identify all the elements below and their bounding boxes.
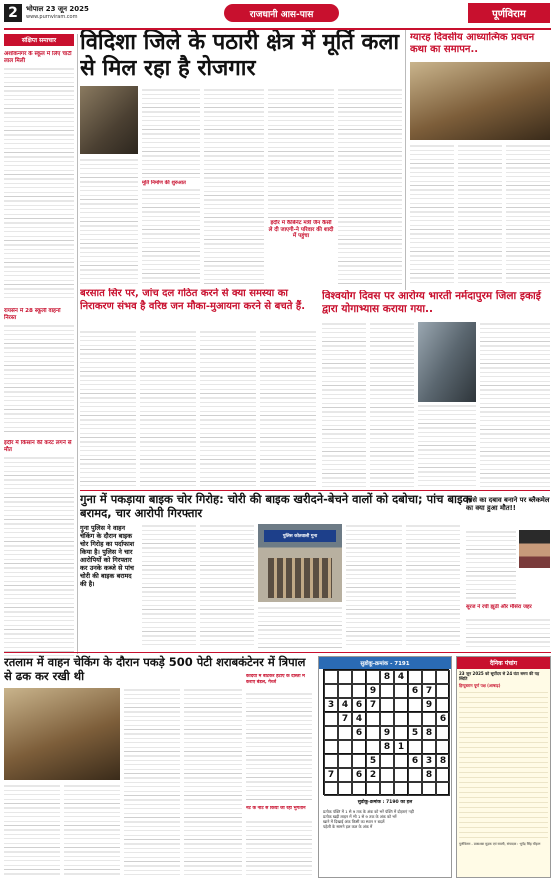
right-top-photo	[410, 62, 550, 140]
sudoku-cell[interactable]	[436, 726, 450, 740]
sudoku-cell[interactable]	[408, 670, 422, 684]
sudoku-cell[interactable]: 6	[352, 768, 366, 782]
sidebar	[4, 34, 74, 654]
sudoku-cell[interactable]	[324, 782, 338, 796]
sudoku-cell[interactable]	[338, 726, 352, 740]
ratlam-box-title-2: नेट के नोट से किया जा रहा भुगतान	[246, 806, 306, 811]
sudoku-cell[interactable]: 8	[422, 726, 436, 740]
panchang-footer: पूर्णविराम - प्रकाशक मुद्रक एवं स्वामी, संपादक : भूपेंद्र सिंह चौहान	[459, 842, 541, 846]
right-top-headline[interactable]: ग्यारह दिवसीय आध्यात्मिक प्रवचन कथा का समापन..	[410, 32, 535, 55]
sudoku-cell[interactable]	[380, 768, 394, 782]
ratlam-box-title: कैदियों में बांटकर हटाए क दोस्ती में कराए बंडल, गेर्थ्ज	[246, 674, 305, 685]
sudoku-cell[interactable]	[436, 698, 450, 712]
guna-body-col4	[346, 524, 402, 648]
sudoku-cell[interactable]	[436, 768, 450, 782]
ratlam-rule	[4, 652, 551, 653]
guna-pullquote: गुना पुलिस ने वाहन चेकिंग के दौरान बाइक चोर गिरोह का पर्दाफाश किया है। पुलिस ने चार आरोपियों को गिरफ्तार कर उनके कब्जे से पांच चोरी की बाइक बरामद की है।	[80, 524, 135, 588]
sudoku-cell[interactable]	[394, 754, 408, 768]
sudoku-cell[interactable]	[436, 670, 450, 684]
news-right-portrait	[519, 530, 550, 568]
news-right-headline[interactable]: सांसे का दबाव बनाने पर ब्लैकमेल का क्या हुआ मौत!!	[466, 496, 550, 513]
ratlam-headline[interactable]: रतलाम में वाहन चेकिंग के दौरान पकड़े 500 पेटी शराबकंटेनर में त्रिपाल से ढक कर रखी थी	[4, 655, 306, 683]
sudoku-cell[interactable]: 7	[422, 684, 436, 698]
lead-body-col5	[338, 88, 402, 286]
sudoku-cell[interactable]	[380, 698, 394, 712]
sudoku-cell[interactable]	[394, 768, 408, 782]
sidebar-item-title[interactable]: अशोकनगर के स्कूल में लिए चार्टी लाल मिली	[4, 51, 72, 64]
sidebar-item-body	[4, 456, 74, 656]
sudoku-cell[interactable]: 6	[408, 684, 422, 698]
ratlam-body-col2	[64, 784, 120, 876]
sudoku-cell[interactable]: 1	[394, 740, 408, 754]
guna-headline[interactable]: गुना में पकड़ाया बाइक चोर गिरोह: चोरी की बाइक खरीदने-बेचने वालों को दबोचा; पांच बाइक बरामद, चार आरोपी गिरफ्तार	[80, 492, 472, 520]
sudoku-cell[interactable]	[338, 768, 352, 782]
sudoku-cell[interactable]	[324, 670, 338, 684]
sudoku-cell[interactable]	[380, 754, 394, 768]
sudoku-cell[interactable]: 3	[422, 754, 436, 768]
police-station-sign-text: पुलिस कोतवाली गुना	[282, 534, 318, 539]
sudoku-cell[interactable]: 6	[408, 754, 422, 768]
yoga-headline[interactable]: विश्वयोग दिवस पर आरोग्य भारती नर्मदापुरम जिला इकाई द्वारा योगाभ्यास कराया गया..	[322, 290, 541, 315]
ratlam-box-body	[246, 692, 312, 802]
sudoku-cell[interactable]	[366, 782, 380, 796]
sudoku-cell[interactable]	[352, 754, 366, 768]
sudoku-cell[interactable]	[394, 782, 408, 796]
news-right-body	[466, 530, 516, 600]
police-station-sign	[264, 530, 336, 542]
sudoku-cell[interactable]	[338, 754, 352, 768]
sudoku-cell[interactable]	[324, 726, 338, 740]
yoga-body-col1	[322, 322, 366, 488]
sudoku-cell[interactable]	[394, 684, 408, 698]
sudoku-cell[interactable]: 5	[408, 726, 422, 740]
sudoku-cell[interactable]: 4	[338, 698, 352, 712]
sudoku-cell[interactable]	[366, 726, 380, 740]
sudoku-cell[interactable]	[436, 782, 450, 796]
sudoku-cell[interactable]	[366, 740, 380, 754]
sudoku-cell[interactable]	[338, 740, 352, 754]
ratlam-photo	[4, 688, 120, 780]
lead-pullquote: इंदौर में कैबिनेट मंत्री जैन कैसी ले दी जाएगी-ने परिवार की शादी में पहुंचा	[268, 220, 334, 239]
sudoku-bottom-title: सुडोकू-क्रमांक : 7190 का हल	[357, 800, 413, 805]
sudoku-cell[interactable]	[436, 740, 450, 754]
website-link[interactable]: www.purnviram.com	[26, 14, 78, 20]
panchang-title: दैनिक पंचांग	[457, 657, 550, 669]
sudoku-cell[interactable]: 8	[436, 754, 450, 768]
guna-body-col5	[406, 524, 460, 648]
panchang-right-title: हिन्दुस्तान पूर्ण पक्ष (आषाढ़)	[459, 683, 501, 688]
sidebar-item-body	[4, 324, 74, 434]
sidebar-divider	[77, 34, 78, 654]
story2-body-col1	[80, 330, 136, 486]
sudoku-cell[interactable]: 9	[422, 698, 436, 712]
sudoku-cell[interactable]: 3	[324, 698, 338, 712]
sudoku-cell[interactable]	[394, 712, 408, 726]
sudoku-cell[interactable]	[408, 698, 422, 712]
sudoku-cell[interactable]	[408, 782, 422, 796]
sudoku-cell[interactable]	[338, 684, 352, 698]
sudoku-cell[interactable]	[408, 740, 422, 754]
guna-photo	[258, 524, 342, 602]
guna-rule	[80, 490, 550, 491]
guna-body-col2	[200, 524, 254, 648]
issue-date: भोपाल 23 जून 2025	[26, 5, 89, 13]
sudoku-cell[interactable]	[422, 712, 436, 726]
sudoku-cell[interactable]: 6	[352, 726, 366, 740]
sudoku-cell[interactable]: 2	[366, 768, 380, 782]
sudoku-cell[interactable]	[422, 782, 436, 796]
sudoku-rule: पहेली के सामने हल कल के अंक में	[323, 824, 373, 829]
sudoku-rule: खाने में दिखाई अंक किसी का स्थान न बदलें	[323, 819, 385, 824]
sudoku-rules	[323, 809, 449, 829]
sidebar-section-label: संक्षिप्त समाचार	[4, 34, 74, 46]
sudoku-cell[interactable]: 7	[324, 768, 338, 782]
lead-subhead: मूर्ति निर्माण की शुरुआत	[142, 180, 186, 186]
story2-headline-visible[interactable]: बरसात सिर पर, जांच दल गठित करने से क्या समस्या का निराकरण संभव है वरिष्ठ जन मौका-मुआयना करने से बचते हैं.	[80, 288, 305, 312]
panchang-panel	[456, 656, 551, 878]
sudoku-cell[interactable]	[338, 782, 352, 796]
guna-photo-people	[268, 558, 332, 598]
sudoku-cell[interactable]	[324, 754, 338, 768]
sudoku-cell[interactable]	[408, 768, 422, 782]
sudoku-rule: प्रत्येक खड़ी लाइन में भी 1 से 9 तक के अंक को भरें	[323, 814, 397, 819]
lead-body-col2b	[142, 188, 200, 286]
story2-body-col4	[260, 330, 316, 486]
sudoku-cell[interactable]: 5	[366, 754, 380, 768]
section-banner	[224, 4, 339, 22]
sudoku-cell[interactable]	[366, 712, 380, 726]
yoga-body-col3	[418, 404, 476, 488]
right-top-body-col1	[410, 144, 454, 284]
panchang-date-line: 23 जून 2025 को सूर्योदय से 24 घंटा समय की यह स्थिति	[459, 671, 540, 681]
sudoku-cell[interactable]	[352, 684, 366, 698]
news-right-subhead: सूरज ने रची झूठी और मौसेरा जहर	[466, 604, 532, 610]
ratlam-body-col4	[184, 688, 242, 876]
sidebar-item-title[interactable]: इंदौर में किसान की करंट लगने से मौत	[4, 440, 72, 453]
sudoku-cell[interactable]	[380, 782, 394, 796]
lead-headline[interactable]: विदिशा जिले के पठारी क्षेत्र में मूर्ति कला से मिल रहा है रोजगार	[80, 30, 400, 81]
sudoku-grid	[323, 669, 449, 795]
yoga-body-col2	[370, 322, 414, 488]
sudoku-cell[interactable]	[394, 726, 408, 740]
sudoku-cell[interactable]: 6	[352, 698, 366, 712]
lead-body-col2	[142, 88, 200, 178]
sudoku-cell[interactable]: 7	[366, 698, 380, 712]
sudoku-cell[interactable]	[366, 670, 380, 684]
lead-photo	[80, 86, 138, 154]
news-right-body2	[466, 618, 550, 648]
sudoku-cell[interactable]	[324, 740, 338, 754]
sidebar-item-body	[4, 67, 74, 302]
ratlam-body-col1	[4, 784, 60, 876]
masthead-left	[4, 4, 234, 28]
ratlam-box-body-2	[246, 820, 312, 876]
right-top-body-col2	[458, 144, 502, 284]
sudoku-title: सुडोकू-क्रमांक - 7191	[319, 657, 451, 669]
sudoku-rule: प्रत्येक पंक्ति में 1 से 9 तक के अंक को भरें पंक्ति में दोहराएं नहीं	[323, 809, 414, 814]
sudoku-cell[interactable]: 6	[436, 712, 450, 726]
sudoku-cell[interactable]: 8	[422, 768, 436, 782]
sudoku-cell[interactable]: 7	[338, 712, 352, 726]
brand-name: पूर्णविराम	[492, 9, 526, 20]
sudoku-cell[interactable]	[408, 712, 422, 726]
page-number: 2	[8, 5, 18, 21]
sudoku-cell[interactable]: 4	[352, 712, 366, 726]
right-top-body-col3	[506, 144, 550, 284]
sudoku-cell[interactable]	[352, 782, 366, 796]
sudoku-cell[interactable]: 8	[380, 740, 394, 754]
yoga-body-col4	[480, 322, 550, 488]
sudoku-panel	[318, 656, 452, 878]
sudoku-cell[interactable]: 4	[394, 670, 408, 684]
sudoku-cell[interactable]	[352, 740, 366, 754]
sudoku-cell[interactable]	[436, 684, 450, 698]
brand-logo	[468, 3, 550, 23]
sudoku-cell[interactable]	[422, 740, 436, 754]
panchang-table	[459, 690, 548, 840]
sudoku-cell[interactable]: 8	[380, 670, 394, 684]
ratlam-body-col3	[124, 688, 180, 876]
story2-body-col2	[140, 330, 196, 486]
sudoku-cell[interactable]: 9	[366, 684, 380, 698]
sudoku-cell[interactable]	[380, 684, 394, 698]
sudoku-cell[interactable]	[394, 698, 408, 712]
sudoku-cell[interactable]: 9	[380, 726, 394, 740]
sudoku-cell[interactable]	[422, 670, 436, 684]
lead-body-col3	[204, 88, 264, 286]
sudoku-cell[interactable]	[352, 670, 366, 684]
guna-body-col1	[142, 524, 196, 648]
sudoku-cell[interactable]	[324, 712, 338, 726]
lead-body-col1	[80, 158, 138, 286]
guna-body-col3	[258, 606, 342, 648]
right-divider	[405, 30, 406, 290]
yoga-photo	[418, 322, 476, 402]
section-title: राजधानी आस-पास	[249, 9, 314, 20]
sidebar-item-title[interactable]: रायसेन में 28 स्कूली वाहनों निरस्त	[4, 308, 61, 321]
sudoku-cell[interactable]	[324, 684, 338, 698]
sudoku-cell[interactable]	[338, 670, 352, 684]
lead-body-col4	[268, 88, 334, 218]
story2-body-col3	[200, 330, 256, 486]
page-number-badge	[4, 4, 22, 22]
sudoku-cell[interactable]	[380, 712, 394, 726]
